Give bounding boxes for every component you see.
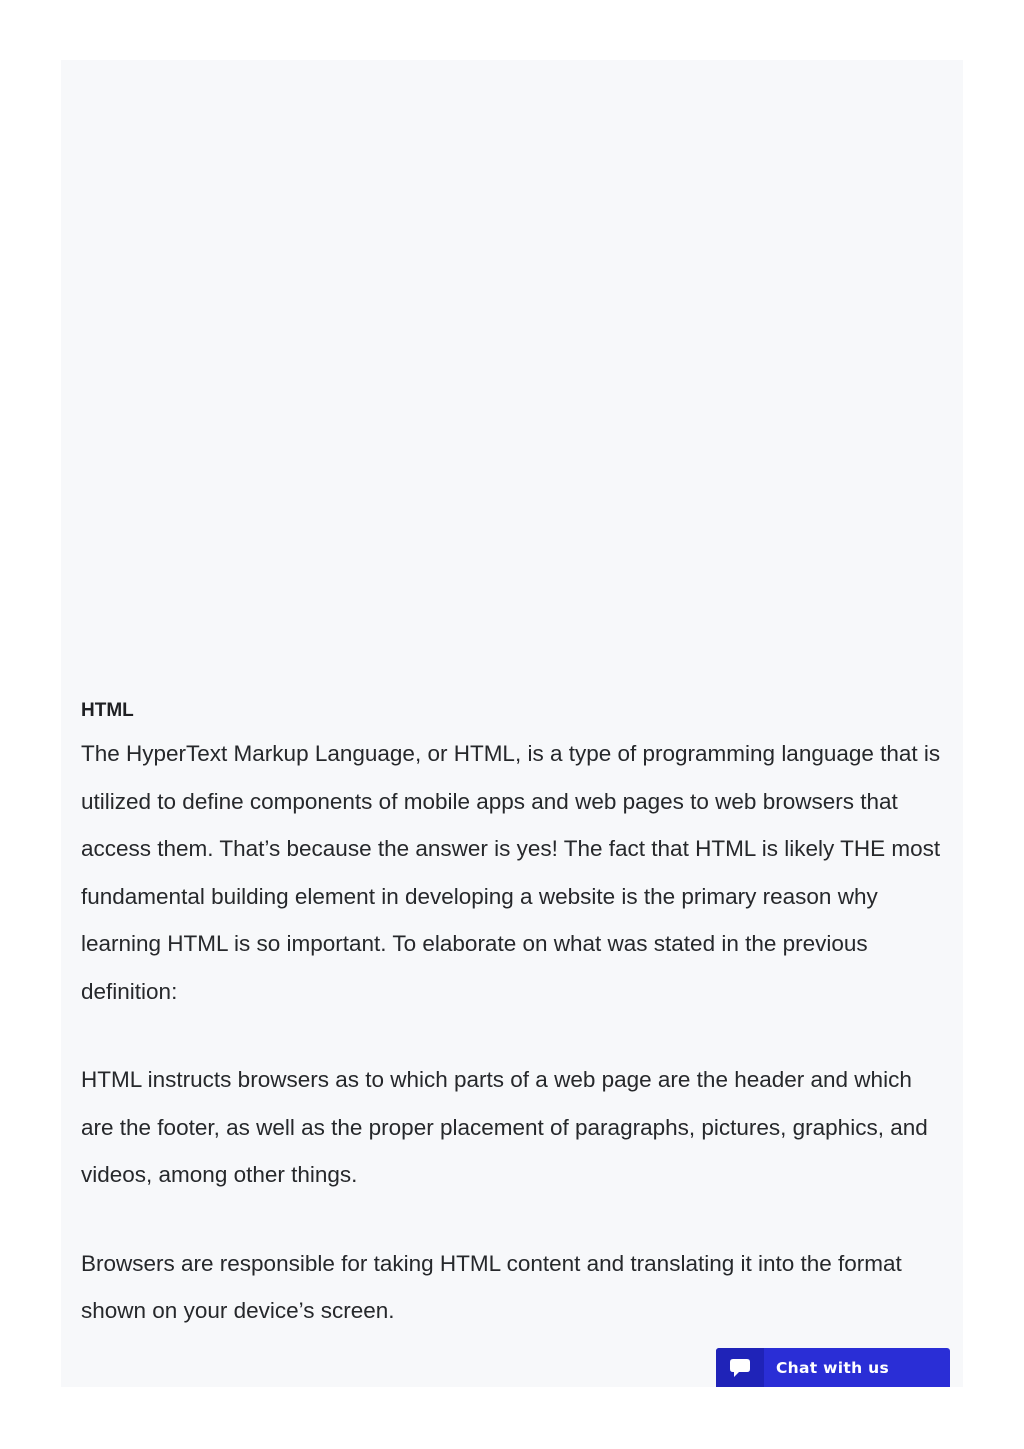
chat-button[interactable] [716, 1348, 950, 1387]
section-heading: HTML [81, 700, 134, 721]
chat-bubble-icon [716, 1348, 764, 1387]
paragraph-intro: The HyperText Markup Language, or HTML, is a type of programming language that is utilized to define components of mobile apps and web pages to web browsers that access them. That’s because the answer is yes! The fact that HTML is likely THE most fundamental building element in developing a website is the primary reason why learning HTML is so important. To elaborate on what was stated in the previous definition: [81, 741, 941, 1004]
article-content [81, 700, 943, 1335]
paragraph-browsers: Browsers are responsible for taking HTML content and translating it into the format shown on your device’s screen. [81, 1250, 902, 1323]
media-placeholder [61, 60, 963, 680]
article-page [61, 60, 963, 1387]
paragraph-structure: HTML instructs browsers as to which parts of a web page are the header and which are the footer, as well as the proper placement of paragraphs, pictures, graphics, and videos, among other things. [81, 1067, 928, 1187]
chat-label: Chat with us [776, 1358, 890, 1377]
